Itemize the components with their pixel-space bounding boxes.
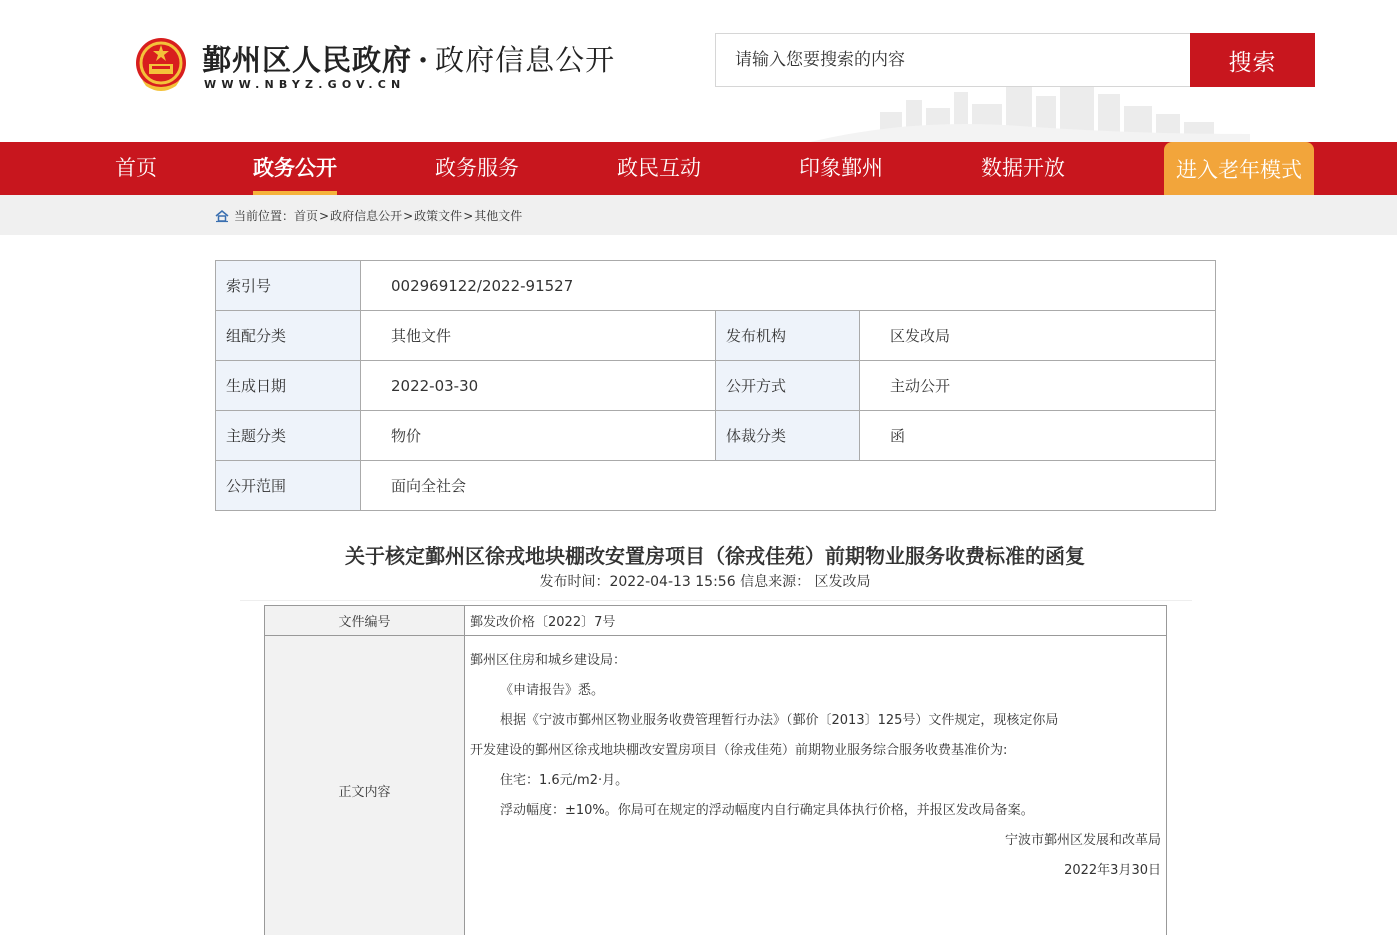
breadcrumb-bar	[0, 195, 1397, 235]
article-title: 关于核定鄞州区徐戎地块棚改安置房项目（徐戎佳苑）前期物业服务收费标准的函复	[345, 544, 1085, 568]
content-date: 2022年3月30日	[1064, 863, 1161, 878]
nav-item-gov-services[interactable]: 政务服务	[435, 156, 519, 180]
doc-no-label: 文件编号	[265, 606, 465, 636]
search-box	[715, 33, 1192, 87]
document-meta-table	[215, 260, 1216, 511]
content-addressee: 鄞州区住房和城乡建设局：	[470, 653, 627, 668]
meta-label: 主题分类	[216, 411, 361, 461]
content-signature: 宁波市鄞州区发展和改革局	[1004, 833, 1161, 848]
document-content-table	[264, 605, 1167, 935]
doc-no-value: 鄞发改价格〔2022〕7号	[465, 606, 1167, 636]
breadcrumb-prefix: 当前位置：	[234, 209, 295, 223]
meta-value-scope: 面向全社会	[361, 461, 1216, 511]
content-paragraph: 开发建设的鄞州区徐戎地块棚改安置房项目（徐戎佳苑）前期物业服务综合服务收费基准价为:	[470, 743, 1008, 758]
site-url: WWW.NBYZ.GOV.CN	[204, 78, 406, 91]
meta-value-category: 其他文件	[361, 311, 716, 361]
content-body	[465, 636, 1167, 935]
breadcrumb-separator: >	[319, 208, 330, 223]
city-skyline-decoration	[790, 78, 1260, 142]
breadcrumb-separator: >	[403, 208, 414, 223]
search-button[interactable]: 搜索	[1190, 33, 1315, 87]
meta-label: 索引号	[216, 261, 361, 311]
meta-value-index-no: 002969122/2022-91527	[361, 261, 1216, 311]
site-name: 鄞州区人民政府	[202, 43, 413, 77]
nav-item-open-data[interactable]: 数据开放	[981, 156, 1065, 180]
content-paragraph: 浮动幅度：±10%。你局可在规定的浮动幅度内自行确定具体执行价格，并报区发改局备案。	[500, 803, 1034, 818]
breadcrumb-separator: >	[463, 208, 474, 223]
doc-row	[265, 636, 1167, 935]
breadcrumb	[215, 207, 522, 224]
meta-value-genre: 函	[860, 411, 1216, 461]
meta-label: 生成日期	[216, 361, 361, 411]
title-separator: ·	[418, 43, 430, 77]
meta-row	[216, 411, 1216, 461]
nav-item-gov-affairs[interactable]: 政务公开	[253, 142, 337, 195]
elder-mode-button[interactable]: 进入老年模式	[1164, 142, 1314, 195]
meta-label: 公开范围	[216, 461, 361, 511]
breadcrumb-gov-info[interactable]: 政府信息公开	[330, 209, 403, 223]
meta-label: 公开方式	[716, 361, 860, 411]
content-paragraph: 根据《宁波市鄞州区物业服务收费管理暂行办法》（鄞价〔2013〕125号）文件规定，现核定你局	[500, 713, 1059, 728]
home-icon	[215, 209, 229, 223]
divider	[240, 600, 1192, 601]
meta-label: 发布机构	[716, 311, 860, 361]
site-header	[0, 0, 1397, 142]
meta-value-topic: 物价	[361, 411, 716, 461]
article-publish-info: 发布时间：2022-04-13 15:56 信息来源： 区发改局	[539, 574, 871, 590]
meta-label: 组配分类	[216, 311, 361, 361]
section-name: 政府信息公开	[435, 43, 616, 77]
breadcrumb-policy[interactable]: 政策文件	[414, 209, 463, 223]
site-title[interactable]	[202, 38, 615, 79]
meta-row	[216, 261, 1216, 311]
content-label: 正文内容	[265, 636, 465, 935]
nav-item-home[interactable]: 首页	[115, 156, 157, 180]
meta-row	[216, 361, 1216, 411]
national-emblem-icon	[134, 36, 188, 94]
meta-value-open-mode: 主动公开	[860, 361, 1216, 411]
breadcrumb-home[interactable]: 首页	[294, 209, 319, 223]
search-input[interactable]	[716, 34, 1191, 86]
doc-row	[265, 606, 1167, 636]
meta-label: 体裁分类	[716, 411, 860, 461]
breadcrumb-other-docs[interactable]: 其他文件	[474, 209, 523, 223]
content-paragraph: 住宅：1.6元/m2·月。	[500, 773, 629, 788]
nav-item-impression[interactable]: 印象鄞州	[799, 156, 883, 180]
content-paragraph: 《申请报告》悉。	[500, 683, 605, 698]
meta-value-publisher: 区发改局	[860, 311, 1216, 361]
meta-row	[216, 461, 1216, 511]
nav-item-interaction[interactable]: 政民互动	[617, 156, 701, 180]
meta-value-created: 2022-03-30	[361, 361, 716, 411]
meta-row	[216, 311, 1216, 361]
